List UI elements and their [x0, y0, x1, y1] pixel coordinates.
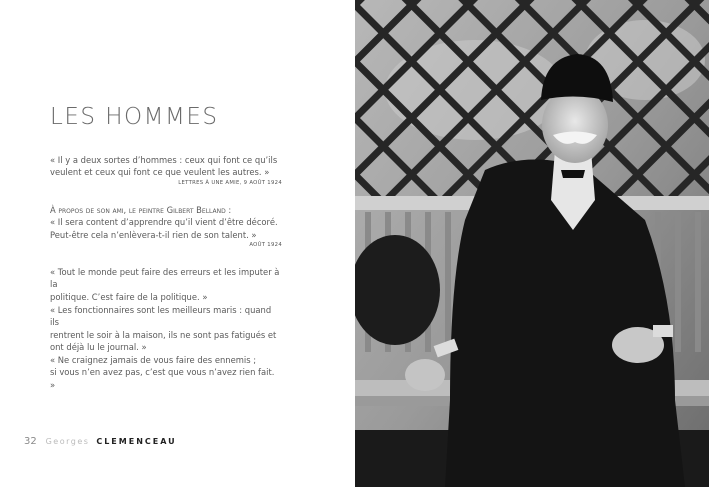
quote-3: [50, 266, 282, 303]
quote-line: rentrent le soir à la maison, ils ne sont pas fatigués et: [50, 329, 277, 340]
quote-line: ont déjà lu le journal. »: [50, 342, 147, 353]
portrait-photo: [355, 0, 709, 487]
quote-5: [50, 354, 282, 391]
quote-line: politique. C’est faire de la politique. »: [50, 291, 208, 302]
quote-line: « Il sera content d’apprendre qu’il vient d’être décoré.: [50, 217, 278, 228]
page-title: LES HOMMES: [50, 104, 219, 130]
quote-intro: À propos de son ami, le peintre Gilbert Belland :: [50, 205, 232, 215]
page-number: 32: [24, 436, 37, 447]
portrait-photo-graphic: [355, 0, 709, 487]
quote-line: « Ne craignez jamais de vous faire des ennemis ;: [50, 355, 257, 365]
quote-2: [50, 204, 282, 250]
quote-line: veulent et ceux qui font ce que veulent les autres. »: [50, 167, 270, 178]
quote-source: AOÛT 1924: [249, 242, 282, 249]
quote-line: « Il y a deux sortes d’hommes : ceux qui font ce qu’ils: [50, 155, 278, 165]
quote-line: Peut-être cela n’enlèvera-t-il rien de son talent. »: [50, 229, 257, 240]
page-footer: [24, 436, 177, 447]
quote-1: [50, 154, 282, 188]
quote-line: si vous n’en avez pas, c’est que vous n’avez rien fait. »: [50, 367, 275, 390]
quote-line: « Les fonctionnaires sont les meilleurs maris : quand ils: [50, 305, 272, 328]
footer-first-name: Georges: [45, 437, 90, 446]
quote-source: LETTRES À UNE AMIE, 9 AOÛT 1924: [178, 179, 282, 186]
footer-last-name: CLEMENCEAU: [96, 437, 177, 446]
quote-line: « Tout le monde peut faire des erreurs et les imputer à la: [50, 267, 280, 290]
quote-4: [50, 304, 282, 354]
